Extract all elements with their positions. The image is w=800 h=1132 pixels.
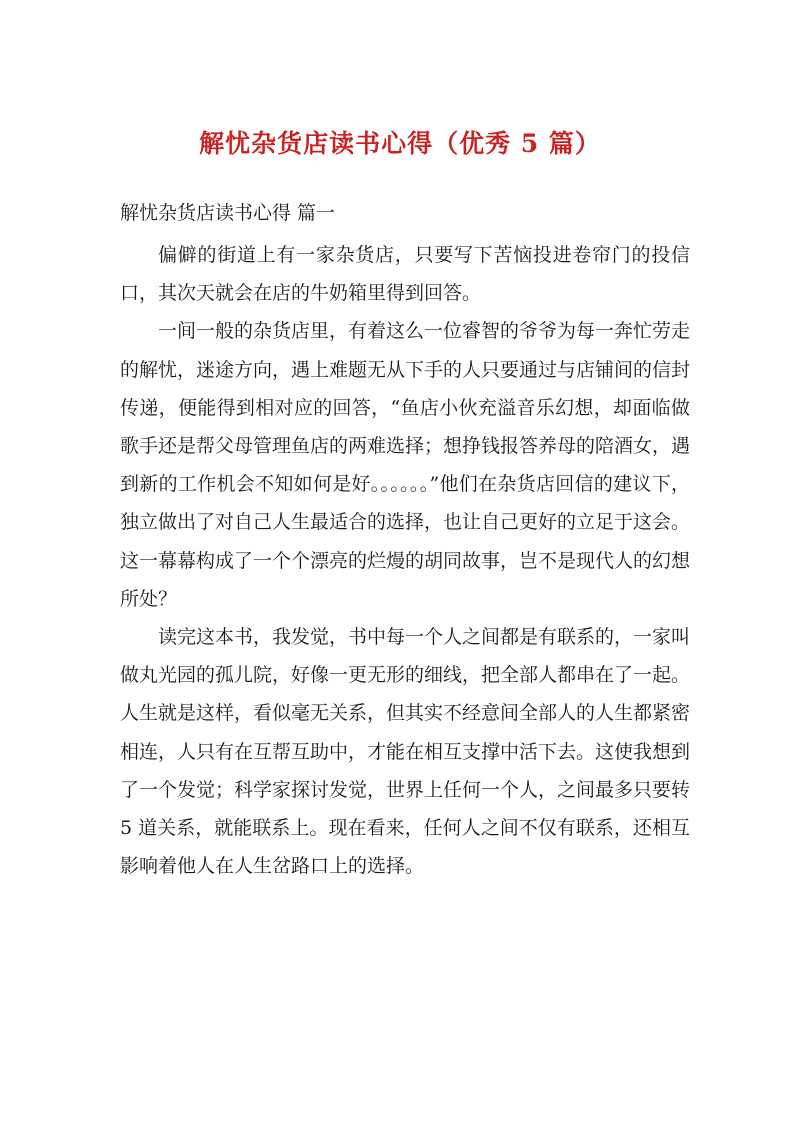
section-heading: 解忧杂货店读书心得 篇一 — [120, 202, 336, 224]
document-body — [120, 236, 690, 885]
paragraph-2: 一间一般的杂货店里，有着这么一位睿智的爷爷为每一奔忙劳走的解忧，迷途方向，遇上难题无从下手的人只要通过与店铺间的信封传递，便能得到相对应的回答，“鱼店小伙充溢音乐幻想，却面临做歌手还是帮父母管理鱼店的两难选择；想挣钱报答养母的陪酒女，遇到新的工作机会不知如何是好。。。。。。”他们在杂货店回信的建议下，独立做出了对自己人生最适合的选择，也让自己更好的立足于这会。这一幕幕构成了一个个漂亮的烂熳的胡同故事，岂不是现代人的幻想所处？ — [120, 320, 691, 610]
document-title: 解忧杂货店读书心得（优秀 5 篇） — [199, 129, 601, 158]
paragraph-3: 读完这本书，我发觉，书中每一个人之间都是有联系的，一家叫做丸光园的孤儿院，好像一更无形的细线，把全部人都串在了一起。人生就是这样，看似毫无关系，但其实不经意间全部人的人生都紧密相连，人只有在互帮互助中，才能在相互支撑中活下去。这使我想到了一个发觉；科学家探讨发觉，世界上任何一个人，之间最多只要转 5 道关系，就能联系上。现在看来，任何人之间不仅有联系，还相互影响着他人在人生岔路口上的选择。 — [120, 626, 691, 878]
paragraph-1: 偏僻的街道上有一家杂货店，只要写下苦恼投进卷帘门的投信口，其次天就会在店的牛奶箱里得到回答。 — [120, 244, 690, 305]
